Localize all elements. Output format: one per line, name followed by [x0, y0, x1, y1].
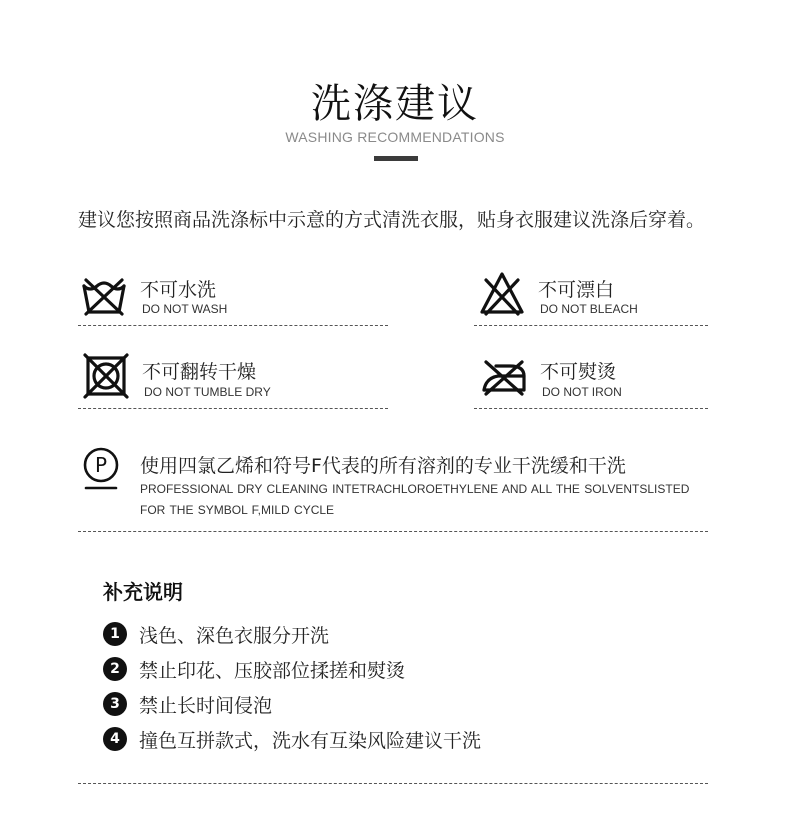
page-title: 洗涤建议 — [311, 81, 479, 127]
note-item — [103, 621, 329, 647]
care-label-en: DO NOT BLEACH — [540, 302, 638, 316]
note-item — [103, 726, 481, 752]
care-label-cn: 不可翻转干燥 — [142, 361, 257, 383]
note-text: 撞色互拼款式，洗水有互染风险建议干洗 — [139, 729, 482, 752]
divider — [474, 325, 708, 326]
care-label-en: DO NOT WASH — [142, 302, 228, 316]
care-label-en: DO NOT IRON — [542, 385, 622, 399]
note-text: 禁止印花、压胶部位揉搓和熨烫 — [139, 659, 406, 682]
divider — [78, 408, 388, 409]
care-label-en: DO NOT TUMBLE DRY — [144, 385, 271, 399]
number-badge: 3 — [103, 692, 127, 716]
care-label-cn: 不可熨烫 — [540, 361, 617, 383]
dry-clean-label-en: PROFESSIONAL DRY CLEANING INTETRACHLOROETHYLENE AND ALL THE SOLVENTSLISTED FOR THE SYMBOL F,MILD CYCLE — [140, 482, 690, 517]
page-subtitle: WASHING RECOMMENDATIONS — [285, 129, 505, 145]
care-label-cn: 不可漂白 — [538, 279, 615, 301]
title-divider — [374, 156, 418, 161]
divider — [78, 325, 388, 326]
notes-title: 补充说明 — [103, 580, 183, 604]
care-label-cn: 不可水洗 — [140, 279, 217, 301]
do-not-tumble-dry-icon — [82, 352, 130, 400]
do-not-wash-icon — [80, 272, 128, 320]
divider — [78, 531, 708, 532]
number-badge: 4 — [103, 727, 127, 751]
intro-text: 建议您按照商品洗涤标中示意的方式清洗衣服，贴身衣服建议洗涤后穿着。 — [78, 209, 706, 231]
divider — [474, 408, 708, 409]
divider — [78, 783, 708, 784]
number-badge: 2 — [103, 657, 127, 681]
do-not-iron-icon — [480, 352, 528, 400]
number-badge: 1 — [103, 622, 127, 646]
dry-clean-label-cn: 使用四氯乙烯和符号F代表的所有溶剂的专业干洗缓和干洗 — [140, 455, 626, 477]
note-item — [103, 656, 405, 682]
do-not-bleach-icon — [478, 270, 526, 318]
note-text: 浅色、深色衣服分开洗 — [139, 624, 330, 647]
dry-clean-symbol-letter: P — [94, 453, 108, 477]
note-text: 禁止长时间侵泡 — [139, 694, 273, 717]
note-item — [103, 691, 272, 717]
professional-dry-clean-p-icon — [78, 446, 124, 492]
